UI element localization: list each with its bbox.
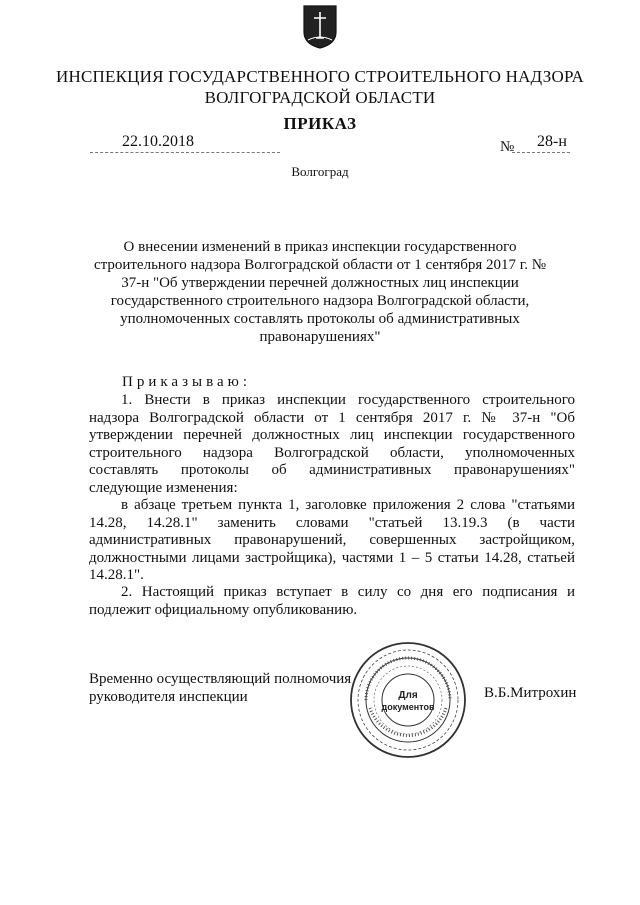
signer-position-line1: Временно осуществляющий полномочия	[89, 671, 352, 687]
orders-word: Приказываю:	[122, 374, 251, 390]
city-name: Волгоград	[291, 164, 349, 179]
signer-position	[89, 670, 351, 706]
number-underline	[512, 152, 570, 153]
document-number: 28-н	[537, 133, 567, 150]
document-subject: О внесении изменений в приказ инспекции государственного строительного надзора Волгоградской области от 1 сентября 2017 г. № 37-н "Об утверждении перечней должностных лиц инспекции государственного строительного надзора Волгоградской области, уполномоченных составлять протоколы об административных правонарушениях"	[93, 239, 547, 345]
volgograd-emblem-icon	[302, 4, 338, 50]
signer-position-line2: руководителя инспекции	[89, 689, 248, 705]
paragraph-3: 2. Настоящий приказ вступает в силу со дня его подписания и подлежит официальному опубликованию.	[89, 584, 575, 618]
signer-name: В.Б.Митрохин	[484, 685, 577, 701]
document-date: 22.10.2018	[122, 133, 194, 150]
org-name-line2: ВОЛГОГРАДСКОЙ ОБЛАСТИ	[204, 88, 436, 107]
paragraph-2: в абзаце третьем пункта 1, заголовке приложения 2 слова "статьями 14.28, 14.28.1" заменить словами "статьей 13.19.3 (в части административных правонарушений, совершенных застройщиком, должностными лицами застройщика), частями 1 – 5 статьи 14.28, статьей 14.28.1".	[89, 497, 575, 583]
document-title: ПРИКАЗ	[283, 114, 357, 133]
date-underline	[90, 152, 280, 153]
stamp-label-top: Для	[398, 690, 418, 701]
stamp-label-bottom: документов	[381, 702, 435, 712]
paragraph-1: 1. Внести в приказ инспекции государственного строительного надзора Волгоградской области от 1 сентября 2017 г. № 37-н "Об утверждении перечней должностных лиц инспекции государственного строительного надзора Волгоградской области, уполномоченных составлять протоколы об административных правонарушениях" следующие изменения:	[89, 392, 575, 496]
official-stamp	[348, 640, 468, 760]
number-sign: №	[500, 139, 515, 155]
org-name-line1: ИНСПЕКЦИЯ ГОСУДАРСТВЕННОГО СТРОИТЕЛЬНОГО НАДЗОРА	[56, 67, 584, 86]
